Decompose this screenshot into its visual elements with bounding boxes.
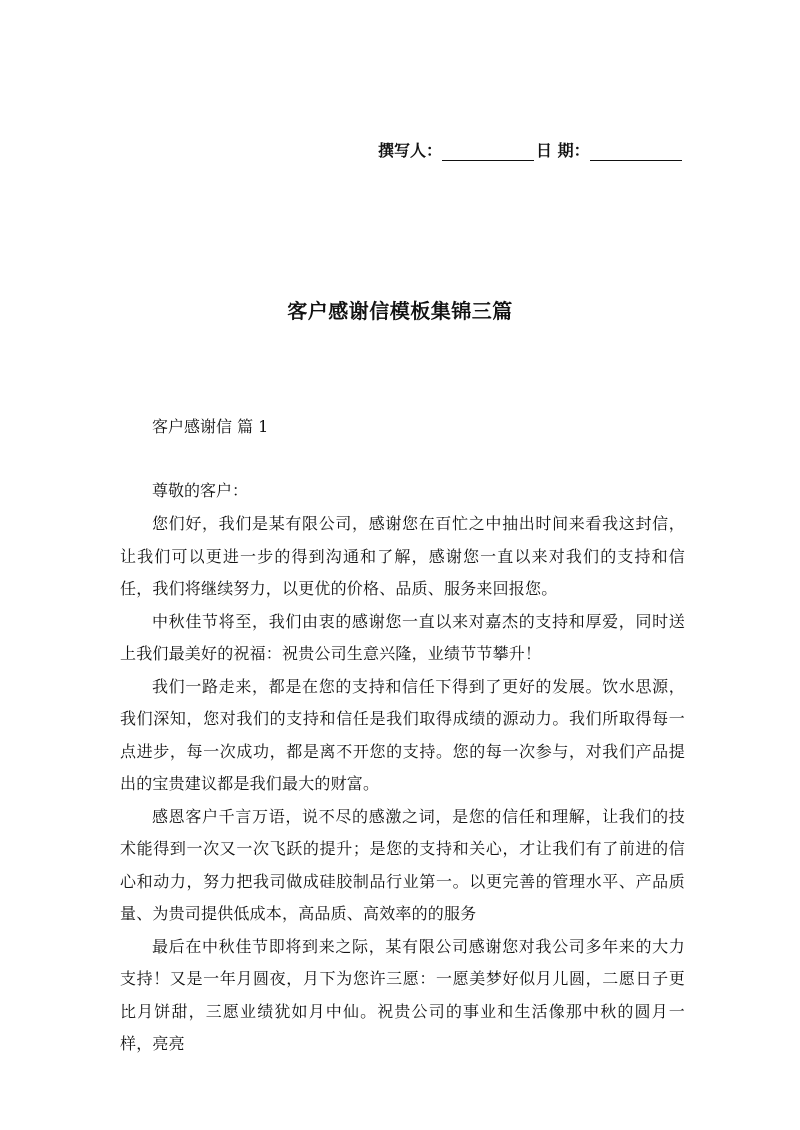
- paragraph: 最后在中秋佳节即将到来之际，某有限公司感谢您对我公司多年来的大力支持！又是一年月圆夜，月下为您许三愿：一愿美梦好似月儿圆，二愿日子更比月饼甜，三愿业绩犹如月中仙。祝贵公司的事业和生活像那中秋的圆月一样，亮亮: [120, 936, 685, 1053]
- paragraph: 感恩客户千言万语，说不尽的感激之词，是您的信任和理解，让我们的技术能得到一次又一次飞跃的提升；是您的支持和关心，才让我们有了前进的信心和动力，努力把我司做成硅胶制品行业第一。以更完善的管理水平、产品质量、为贵司提供低成本，高品质、高效率的的服务: [120, 806, 685, 923]
- section-heading: 客户感谢信 篇 1: [152, 417, 269, 436]
- salutation: 尊敬的客户：: [152, 481, 249, 500]
- author-blank: [442, 142, 534, 161]
- author-label: 撰写人：: [378, 141, 443, 160]
- document-title: 客户感谢信模板集锦三篇: [287, 299, 513, 323]
- date-blank: [590, 142, 682, 161]
- letter-body: [120, 508, 685, 1061]
- paragraph: 我们一路走来，都是在您的支持和信任下得到了更好的发展。饮水思源，我们深知，您对我们的支持和信任是我们取得成绩的源动力。我们所取得每一点进步，每一次成功，都是离不开您的支持。您的每一次参与，对我们产品提出的宝贵建议都是我们最大的财富。: [120, 676, 685, 793]
- paragraph: 您们好，我们是某有限公司，感谢您在百忙之中抽出时间来看我这封信，让我们可以更进一步的得到沟通和了解，感谢您一直以来对我们的支持和信任，我们将继续努力，以更优的价格、品质、服务来回报您。: [120, 514, 685, 598]
- author-date-line: [378, 138, 698, 164]
- date-label: 日 期：: [536, 141, 590, 160]
- paragraph: 中秋佳节将至，我们由衷的感谢您一直以来对嘉杰的支持和厚爱，同时送上我们最美好的祝福：祝贵公司生意兴隆，业绩节节攀升！: [120, 611, 685, 663]
